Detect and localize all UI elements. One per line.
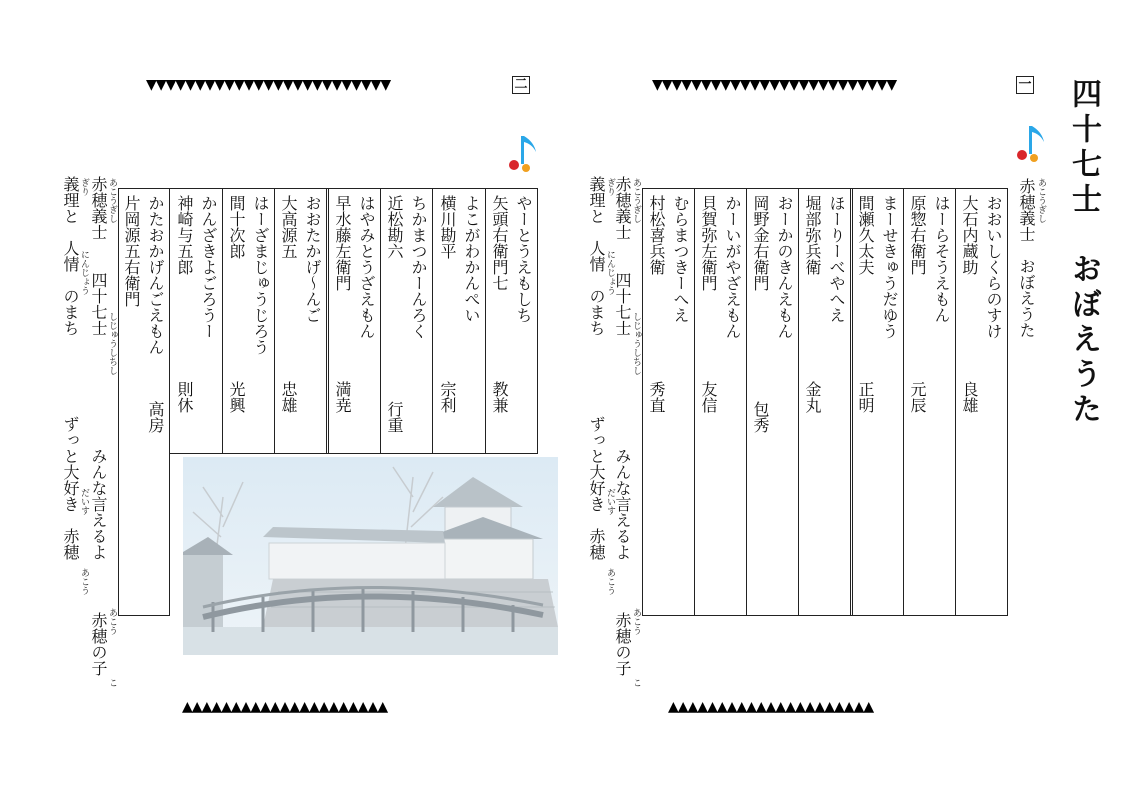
lyric-line-1: 赤穂義士 四十七士 <box>613 176 632 336</box>
name-given: 宗利 <box>438 381 457 413</box>
name-column <box>643 189 694 615</box>
lyric-ruby-4: だいす <box>79 488 89 515</box>
heading-ruby: あこうぎし <box>1036 178 1046 223</box>
lyric-line-4: ずっと大好き 赤穂 <box>61 416 80 560</box>
name-surname: 間瀬久太夫 <box>856 195 875 275</box>
name-column <box>798 189 850 615</box>
name-surname: 間十次郎 <box>227 195 246 259</box>
lyric-ruby-4: だいす <box>605 488 615 515</box>
name-given: 良雄 <box>960 381 979 413</box>
name-surname: 片岡源五右衛門 <box>122 195 141 307</box>
name-surname: 横川勘平 <box>438 195 457 259</box>
name-surname: 大石内蔵助 <box>960 195 979 275</box>
lyric-line-3: みんな言えるよ <box>89 448 108 560</box>
name-given: 満尭 <box>333 381 352 413</box>
name-surname: 神崎与五郎 <box>175 195 194 275</box>
page-number-2: 二 <box>512 76 530 94</box>
name-column <box>380 189 432 453</box>
name-column <box>746 189 798 615</box>
lyric-line-4: ずっと大好き 赤穂 <box>587 416 606 560</box>
music-note-icon <box>506 132 538 172</box>
name-surname: 堀部弥兵衛 <box>803 195 822 275</box>
name-surname: 早水藤左衛門 <box>333 195 352 291</box>
name-surname: 大高源五 <box>279 195 298 259</box>
name-kana: ちかまつかーんろく <box>409 195 428 339</box>
name-column <box>903 189 955 615</box>
lyric-ruby-1b: しじゅうしちし <box>631 312 641 375</box>
name-given: 則休 <box>175 381 194 413</box>
lyric-ruby-4b: あこう <box>605 568 615 595</box>
name-kana: おーかのきんえもん <box>775 195 794 339</box>
name-surname: 近松勘六 <box>385 195 404 259</box>
name-given: 光興 <box>227 381 246 413</box>
name-kana: おおたかげ〜んご <box>303 195 322 323</box>
name-surname: 原惣右衛門 <box>908 195 927 275</box>
name-kana: はーらそうえもん <box>932 195 951 323</box>
lyric-ruby-4b: あこう <box>79 568 89 595</box>
page-number-1: 一 <box>1016 76 1034 94</box>
lyric-ruby-5: あこう <box>631 608 641 635</box>
name-kana: はーざまじゅうじろう <box>251 195 270 355</box>
lyric-ruby-1: あこうぎし <box>631 178 641 223</box>
page-title: 四十七士 おぼえうた <box>1066 78 1101 428</box>
lyric-ruby-2: ぎり <box>79 178 89 196</box>
lyric-ruby-1b: しじゅうしちし <box>107 312 117 375</box>
lyric-line-1: 赤穂義士 四十七士 <box>89 176 108 336</box>
heading-line: 赤穂義士 おぼえうた <box>1017 178 1036 338</box>
name-kana: かたおかげんごえもん <box>146 195 165 355</box>
name-kana: むらまつきーへえ <box>671 195 690 323</box>
bottom-triangle-border-page1: ▲▲▲▲▲▲▲▲▲▲▲▲▲▲▲▲▲▲▲▲▲ <box>668 699 874 715</box>
name-column <box>850 189 903 615</box>
castle-gate-bridge-photo <box>183 457 558 655</box>
name-kana: やーとうえもしち <box>514 195 533 323</box>
names-table-page1 <box>642 188 1008 616</box>
name-kana: かんざきよごろうー <box>199 195 218 339</box>
names-table-page2 <box>118 188 538 454</box>
name-given: 教兼 <box>490 381 509 413</box>
lyric-ruby-5: あこう <box>107 608 117 635</box>
name-given: 忠雄 <box>279 381 298 413</box>
name-kana: はやみとうざえもん <box>357 195 376 339</box>
lyric-line-3: みんな言えるよ <box>613 448 632 560</box>
castle-photo-illustration <box>183 457 558 655</box>
name-kana: よこがわかんぺい <box>462 195 481 323</box>
lyric-line-2: 義理と 人情 のまち <box>61 176 80 336</box>
name-given: 金丸 <box>803 381 822 413</box>
name-column <box>432 189 485 453</box>
name-column <box>326 189 380 453</box>
name-given: 行重 <box>385 401 404 433</box>
lyric-ruby-2b: にんじょう <box>79 250 89 295</box>
name-given: 包秀 <box>751 401 770 433</box>
lyric-ruby-1: あこうぎし <box>107 178 117 223</box>
bottom-triangle-border-page2: ▲▲▲▲▲▲▲▲▲▲▲▲▲▲▲▲▲▲▲▲▲ <box>182 699 388 715</box>
name-column <box>274 189 326 453</box>
name-column <box>955 189 1007 615</box>
name-surname: 矢頭右衛門七 <box>490 195 509 291</box>
name-column <box>222 189 274 453</box>
name-given: 正明 <box>856 381 875 413</box>
name-kana: まーせきゅうだゆう <box>880 195 899 339</box>
top-triangle-border-page2: ▼▼▼▼▼▼▼▼▼▼▼▼▼▼▼▼▼▼▼▼▼▼▼▼▼ <box>146 77 391 93</box>
name-kana: ほーりーべやへえ <box>827 195 846 323</box>
name-column <box>170 189 222 453</box>
lyric-ruby-2b: にんじょう <box>605 250 615 295</box>
name-given: 友信 <box>699 381 718 413</box>
name-column <box>485 189 537 453</box>
name-given: 高房 <box>146 401 165 433</box>
lyric-line-5: 赤穂の子 <box>613 612 632 676</box>
name-given: 秀直 <box>647 381 666 413</box>
music-note-icon <box>1014 122 1046 162</box>
name-kana: かーいがやざえもん <box>723 195 742 339</box>
lyric-ruby-5b: こ <box>107 678 117 687</box>
lyric-ruby-5b: こ <box>631 678 641 687</box>
name-surname: 村松喜兵衛 <box>647 195 666 275</box>
name-surname: 岡野金右衛門 <box>751 195 770 291</box>
name-given: 元辰 <box>908 381 927 413</box>
name-surname: 貝賀弥左衛門 <box>699 195 718 291</box>
name-kana: おおいしくらのすけ <box>984 195 1003 339</box>
name-column-tall <box>118 188 170 616</box>
name-column <box>694 189 746 615</box>
lyric-line-2: 義理と 人情 のまち <box>587 176 606 336</box>
lyric-ruby-2: ぎり <box>605 178 615 196</box>
top-triangle-border-page1: ▼▼▼▼▼▼▼▼▼▼▼▼▼▼▼▼▼▼▼▼▼▼▼▼▼ <box>652 77 897 93</box>
lyric-line-5: 赤穂の子 <box>89 612 108 676</box>
